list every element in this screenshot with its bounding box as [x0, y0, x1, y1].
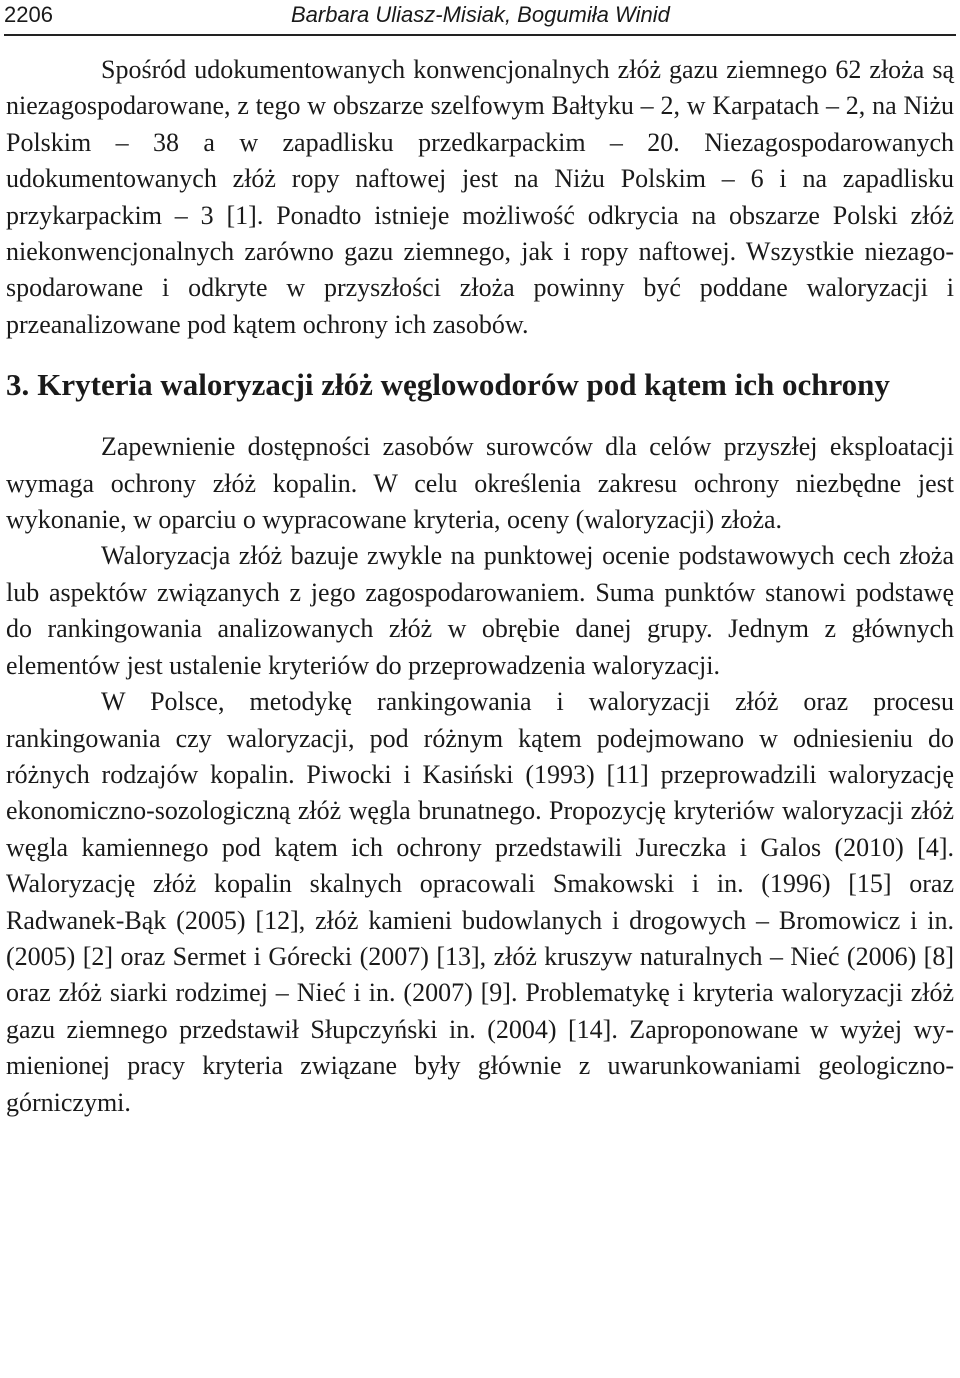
paragraph: Spośród udokumentowanych konwencjonalnych złóż gazu ziemnego 62 złoża są niezagospodarowane, z tego w obszarze szelfowym Bałtyku – 2, w Karpatach – 2, na Niżu Polskim – 38 a w zapadlisku przedkarpackim – 20. Niezagospodarowanych udokumentowanych złóż ropy naftowej jest na Niżu Polskim – 6 i na zapadlisku przykarpackim – 3 [1]. Ponadto istnieje możliwość odkrycia na obszarze Polski złóż niekonwencjonalnych zarówno gazu ziemnego, jak i ropy naftowej. Wszystkie niezagospodarowane i odkryte w przyszłości złoża powinny być poddane waloryzacji i przeanalizowane pod kątem ochrony ich zasobów. — [6, 55, 954, 339]
page-number: 2206 — [4, 2, 53, 27]
section-number: 3. — [6, 367, 30, 403]
section-heading — [6, 363, 954, 407]
paragraph: Waloryzacja złóż bazuje zwykle na punktowej ocenie podstawowych cech złoża lub aspektów związanych z jego zagospodarowaniem. Suma punktów stanowi podstawę do rankingowania analizowanych złóż w obrębie danej grupy. Jednym z głównych elementów jest ustalenie kryteriów do przeprowadzenia waloryzacji. — [6, 541, 954, 680]
paragraph: W Polsce, metodykę rankingowania i waloryzacji złóż oraz procesu rankingowania czy waloryzacji, pod różnym kątem podejmowano w odniesieniu do różnych rodzajów kopalin. Piwocki i Kasiński (1993) [11] przeprowadzili waloryzację ekonomiczno-sozologiczną złóż węgla brunatnego. Propozycję kryteriów waloryzacji złóż węgla kamiennego pod kątem ich ochrony przedstawili Jureczka i Galos (2010) [4]. Waloryzację złóż kopalin skalnych opracowali Smakowski i in. (1996) [15] oraz Radwanek-Bąk (2005) [12], złóż kamieni budowlanych i drogowych – Bromowicz i in. (2005) [2] oraz Sermet i Górecki (2007) [13], złóż kruszyw naturalnych – Nieć (2006) [8] oraz złóż siarki rodzimej – Nieć i in. (2007) [9]. Problematykę i kryteria waloryzacji złóż gazu ziemnego przedstawił Słupczyński in. (2004) [14]. Zaproponowane w wyżej wymienionej pracy kryteria związane były głównie z uwarunkowaniami geologiczno-górniczymi. — [6, 687, 954, 1117]
page-body — [6, 52, 954, 1121]
running-head: Barbara Uliasz-Misiak, Bogumiła Winid — [291, 2, 670, 27]
page-header — [4, 0, 956, 36]
paragraph: Zapewnienie dostępności zasobów surowców dla celów przyszłej eksploatacji wymaga ochrony złóż kopalin. W celu określenia zakresu ochrony niezbędne jest wykonanie, w oparciu o wypracowane kryteria, oceny (waloryzacji) złoża. — [6, 432, 954, 535]
section-title: Kryteria waloryzacji złóż węglowodorów pod kątem ich ochrony — [37, 367, 890, 403]
